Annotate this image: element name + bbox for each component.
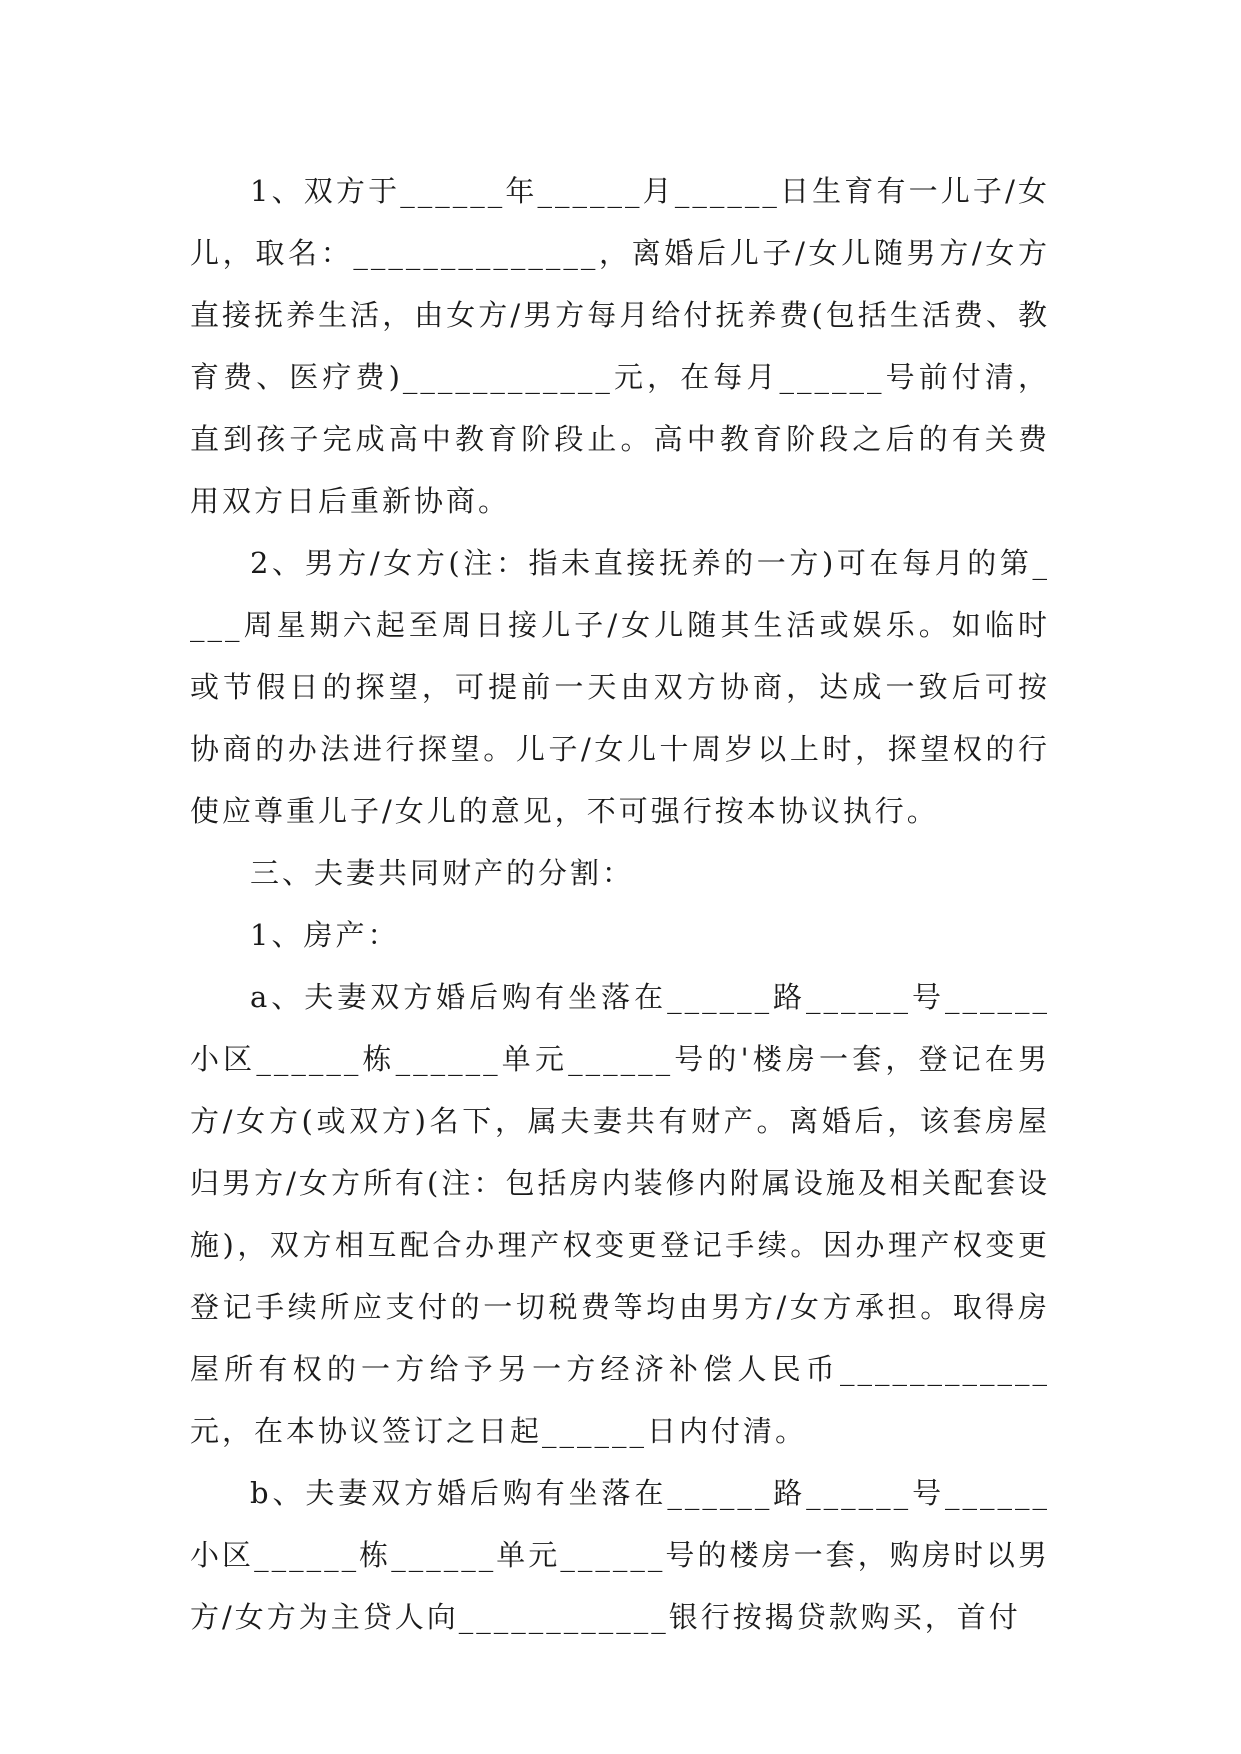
paragraph-visitation: 2、男方/女方(注：指未直接抚养的一方)可在每月的第____周星期六起至周日接儿子/女儿随其生活或娱乐。如临时或节假日的探望，可提前一天由双方协商，达成一致后可按协商的办法进行探望。儿子/女儿十周岁以上时，探望权的行使应尊重儿子/女儿的意见，不可强行按本协议执行。	[190, 546, 1050, 828]
section-heading-property-division: 三、夫妻共同财产的分割：	[250, 856, 635, 890]
paragraph-property-a: a、夫妻双方婚后购有坐落在______路______号______小区______栋______单元______号的'楼房一套，登记在男方/女方(或双方)名下，属夫妻共有财产。离婚后，该套房屋归男方/女方所有(注：包括房内装修内附属设施及相关配套设施)，双方相互配合办理产权变更登记手续。因办理产权变更登记手续所应支付的一切税费等均由男方/女方承担。取得房屋所有权的一方给予另一方经济补偿人民币____________元，在本协议签订之日起______日内付清。	[190, 980, 1050, 1448]
subheading-real-estate: 1、房产：	[250, 918, 400, 952]
paragraph-property-b: b、夫妻双方婚后购有坐落在______路______号______小区______栋______单元______号的楼房一套，购房时以男方/女方为主贷人向____________银行按揭贷款购买，首付	[190, 1476, 1050, 1634]
paragraph-child-support: 1、双方于______年______月______日生育有一儿子/女儿，取名：______________，离婚后儿子/女儿随男方/女方直接抚养生活，由女方/男方每月给付抚养费(包括生活费、教育费、医疗费)____________元，在每月______号前付清，直到孩子完成高中教育阶段止。高中教育阶段之后的有关费用双方日后重新协商。	[190, 174, 1050, 518]
document-body	[190, 160, 1050, 1648]
